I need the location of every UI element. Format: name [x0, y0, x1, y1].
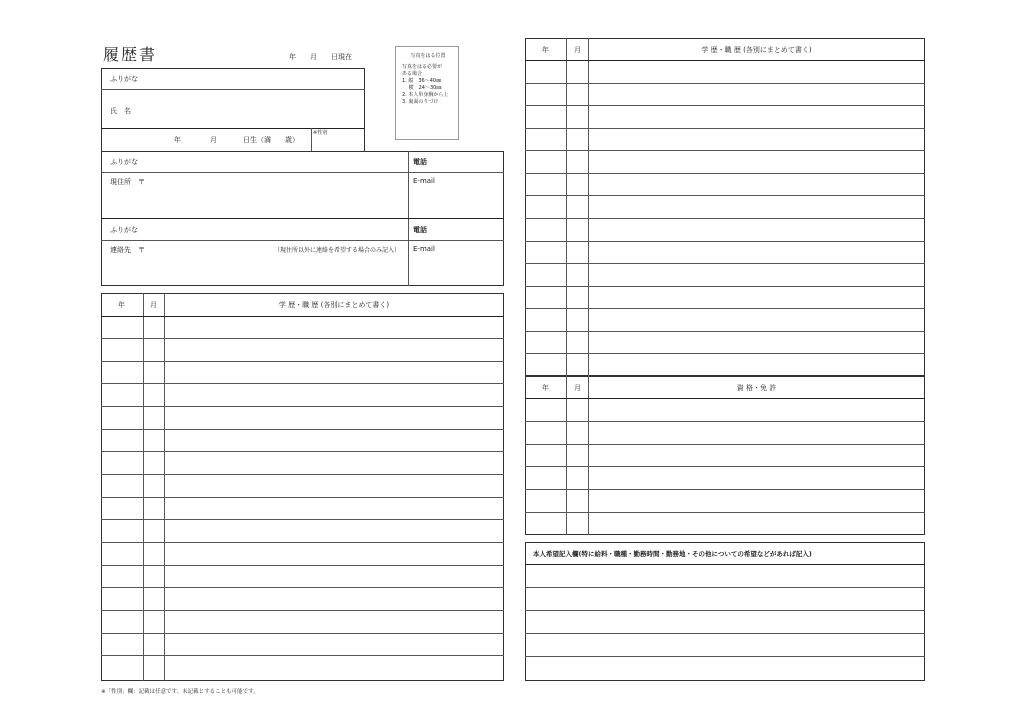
table-row-line	[101, 497, 504, 498]
table-row-line	[525, 331, 925, 332]
address-email-label: E-mail	[413, 177, 435, 185]
table-row-line	[525, 241, 925, 242]
table-row-line	[101, 406, 504, 407]
header-divider	[525, 60, 925, 61]
birth-month-label: 月	[210, 136, 217, 144]
address-phone-label: 電話	[413, 158, 427, 166]
photo-line: 写真をはる必要が	[402, 64, 443, 70]
table-row-line	[101, 474, 504, 475]
history-table-left	[101, 293, 504, 681]
gender-label: ※性別	[313, 130, 328, 136]
table-row-line	[101, 542, 504, 543]
table-row-line	[525, 83, 925, 84]
name-label: 氏 名	[110, 107, 131, 115]
table-row-line	[101, 565, 504, 566]
column-divider	[143, 293, 144, 681]
table-row-line	[525, 466, 925, 467]
header-divider	[101, 316, 504, 317]
table-row-line	[525, 263, 925, 264]
photo-line: 横 24〜30㎜	[402, 85, 442, 91]
table-row-line	[101, 655, 504, 656]
contact-phone-label: 電話	[413, 226, 427, 234]
table-row-line	[525, 173, 925, 174]
photo-area	[395, 46, 459, 140]
divider	[101, 172, 504, 173]
table-row-line	[525, 587, 925, 588]
address-label: 現住所 〒	[110, 178, 145, 186]
photo-line: 1. 縦 36〜40㎜	[402, 78, 442, 84]
wishes-box	[525, 542, 925, 681]
history-left-heading: 学 歴・職 歴 (各別にまとめて書く)	[278, 301, 390, 309]
photo-line: 3. 裏面のりづけ	[402, 99, 439, 105]
table-row-line	[101, 429, 504, 430]
table-row-line	[525, 150, 925, 151]
divider	[311, 128, 312, 152]
table-row-line	[525, 218, 925, 219]
contact-note: （現住所以外に連絡を希望する場合のみ記入）	[274, 247, 401, 254]
table-row-line	[525, 489, 925, 490]
name-furigana-label: ふりがな	[110, 75, 138, 83]
table-row-line	[101, 633, 504, 634]
table-row-line	[101, 338, 504, 339]
table-row-line	[101, 519, 504, 520]
address-furigana-label: ふりがな	[110, 158, 138, 166]
table-row-line	[525, 105, 925, 106]
divider	[101, 240, 504, 241]
table-row-line	[525, 353, 925, 354]
birth-day-label: 日生（満 歳）	[243, 136, 299, 144]
wishes-heading: 本人希望記入欄(特に給料・職種・勤務時間・勤務地・その他についての希望などがあれば記入)	[533, 550, 812, 558]
divider	[101, 89, 365, 90]
photo-instructions	[396, 47, 458, 106]
birth-year-label: 年	[174, 136, 181, 144]
table-row-line	[101, 587, 504, 588]
table-row-line	[525, 421, 925, 422]
header-divider	[525, 564, 925, 565]
column-divider	[588, 38, 589, 376]
name-block	[101, 68, 365, 152]
licenses-year-header: 年	[542, 384, 549, 392]
table-row-line	[525, 610, 925, 611]
history-right-year-header: 年	[542, 46, 549, 54]
divider	[101, 218, 504, 219]
photo-line: 写真をはる位置	[410, 53, 446, 59]
column-divider	[566, 38, 567, 376]
table-row-line	[101, 361, 504, 362]
table-row-line	[101, 451, 504, 452]
table-row-line	[525, 195, 925, 196]
contact-email-label: E-mail	[413, 245, 435, 253]
column-divider	[164, 293, 165, 681]
table-row-line	[525, 633, 925, 634]
licenses-month-header: 月	[574, 384, 581, 392]
footnote: ※「性別」欄：記載は任意です。未記載とすることも可能です。	[101, 689, 259, 695]
table-row-line	[101, 610, 504, 611]
page-title: 履歴書	[103, 45, 158, 64]
contact-label: 連絡先 〒	[110, 246, 145, 254]
licenses-heading: 資 格・免 許	[736, 384, 777, 392]
table-row-line	[525, 128, 925, 129]
history-left-month-header: 月	[150, 301, 157, 309]
table-row-line	[525, 308, 925, 309]
photo-line: ある場合	[402, 71, 423, 77]
history-table-right	[525, 38, 925, 376]
table-row-line	[525, 512, 925, 513]
table-row-line	[525, 656, 925, 657]
header-divider	[525, 398, 925, 399]
history-left-year-header: 年	[118, 301, 125, 309]
history-right-month-header: 月	[574, 46, 581, 54]
table-row-line	[525, 286, 925, 287]
table-row-line	[525, 444, 925, 445]
table-row-line	[101, 383, 504, 384]
history-right-heading: 学 歴・職 歴 (各別にまとめて書く)	[701, 46, 812, 54]
photo-line: 2. 本人単身胸から上	[402, 92, 449, 98]
date-label: 年 月 日現在	[289, 53, 352, 61]
contact-furigana-label: ふりがな	[110, 226, 138, 234]
